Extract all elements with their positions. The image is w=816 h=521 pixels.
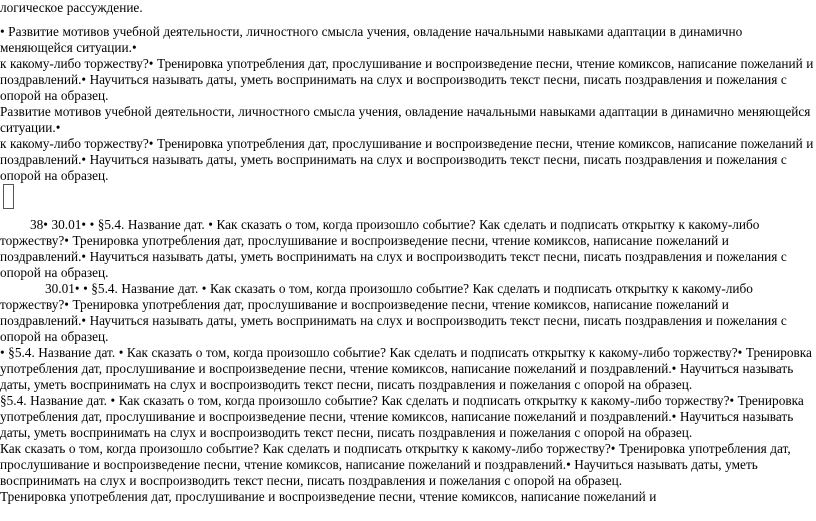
paragraph-4: к какому-либо торжеству?• Тренировка употребления дат, прослушивание и воспроизведение песни, чтение комиксов, написание пожеланий и поздравлений.• Научиться называть даты, уметь воспринимать на слух и воспроизводить текст песни, писать поздравления и пожелания с опорой на образец. [0,136,814,183]
spacer [0,209,816,217]
lesson-topic-paragraph: • §5.4. Название дат. • Как сказать о том, когда произошло событие? Как сделать и подписать открытку к какому-либо торжеству?• Тренировка употребления дат, прослушивание и воспроизведение песни, чтение комиксов, написание пожеланий и поздравлений.• Научиться называть даты, уметь воспринимать на слух и воспроизводить текст песни, писать поздравления и пожелания с опорой на образец. [0,345,812,392]
lesson-training-paragraph: Тренировка употребления дат, прослушивание и воспроизведение песни, чтение комиксов, написание пожеланий и [0,489,657,504]
paragraph-1: • Развитие мотивов учебной деятельности, личностного смысла учения, овладение начальными навыками адаптации в динамично меняющейся ситуации.• [0,24,743,55]
empty-box-icon [3,184,14,209]
lesson-date-paragraph: 30.01• • §5.4. Название дат. • Как сказать о том, когда произошло событие? Как сделать и подписать открытку к какому-либо торжеству?• Тренировка употребления дат, прослушивание и воспроизведение песни, чтение комиксов, написание пожеланий и поздравлений.• Научиться называть даты, уметь воспринимать на слух и воспроизводить текст песни, писать поздравления и пожелания с опорой на образец. [0,281,787,344]
top-line: логическое рассуждение. [0,0,143,15]
lesson-section-paragraph: §5.4. Название дат. • Как сказать о том, когда произошло событие? Как сделать и подписать открытку к какому-либо торжеству?• Тренировка употребления дат, прослушивание и воспроизведение песни, чтение комиксов, написание пожеланий и поздравлений.• Научиться называть даты, уметь воспринимать на слух и воспроизводить текст песни, писать поздравления и пожелания с опорой на образец. [0,393,804,440]
paragraph-3: Развитие мотивов учебной деятельности, личностного смысла учения, овладение начальными навыками адаптации в динамично меняющейся ситуации.• [0,104,811,135]
paragraph-2: к какому-либо торжеству?• Тренировка употребления дат, прослушивание и воспроизведение песни, чтение комиксов, написание пожеланий и поздравлений.• Научиться называть даты, уметь воспринимать на слух и воспроизводить текст песни, писать поздравления и пожелания с опорой на образец. [0,56,814,103]
lesson-question-paragraph: Как сказать о том, когда произошло событие? Как сделать и подписать открытку к какому-либо торжеству?• Тренировка употребления дат, прослушивание и воспроизведение песни, чтение комиксов, написание пожеланий и поздравлений.• Научиться называть даты, уметь воспринимать на слух и воспроизводить текст песни, писать поздравления и пожелания с опорой на образец. [0,441,791,488]
lesson-38-paragraph: 38• 30.01• • §5.4. Название дат. • Как сказать о том, когда произошло событие? Как сделать и подписать открытку к какому-либо торжеству?• Тренировка употребления дат, прослушивание и воспроизведение песни, чтение комиксов, написание пожеланий и поздравлений.• Научиться называть даты, уметь воспринимать на слух и воспроизводить текст песни, писать поздравления и пожелания с опорой на образец. [0,217,787,280]
spacer [0,16,816,24]
checkbox-row [0,184,816,209]
